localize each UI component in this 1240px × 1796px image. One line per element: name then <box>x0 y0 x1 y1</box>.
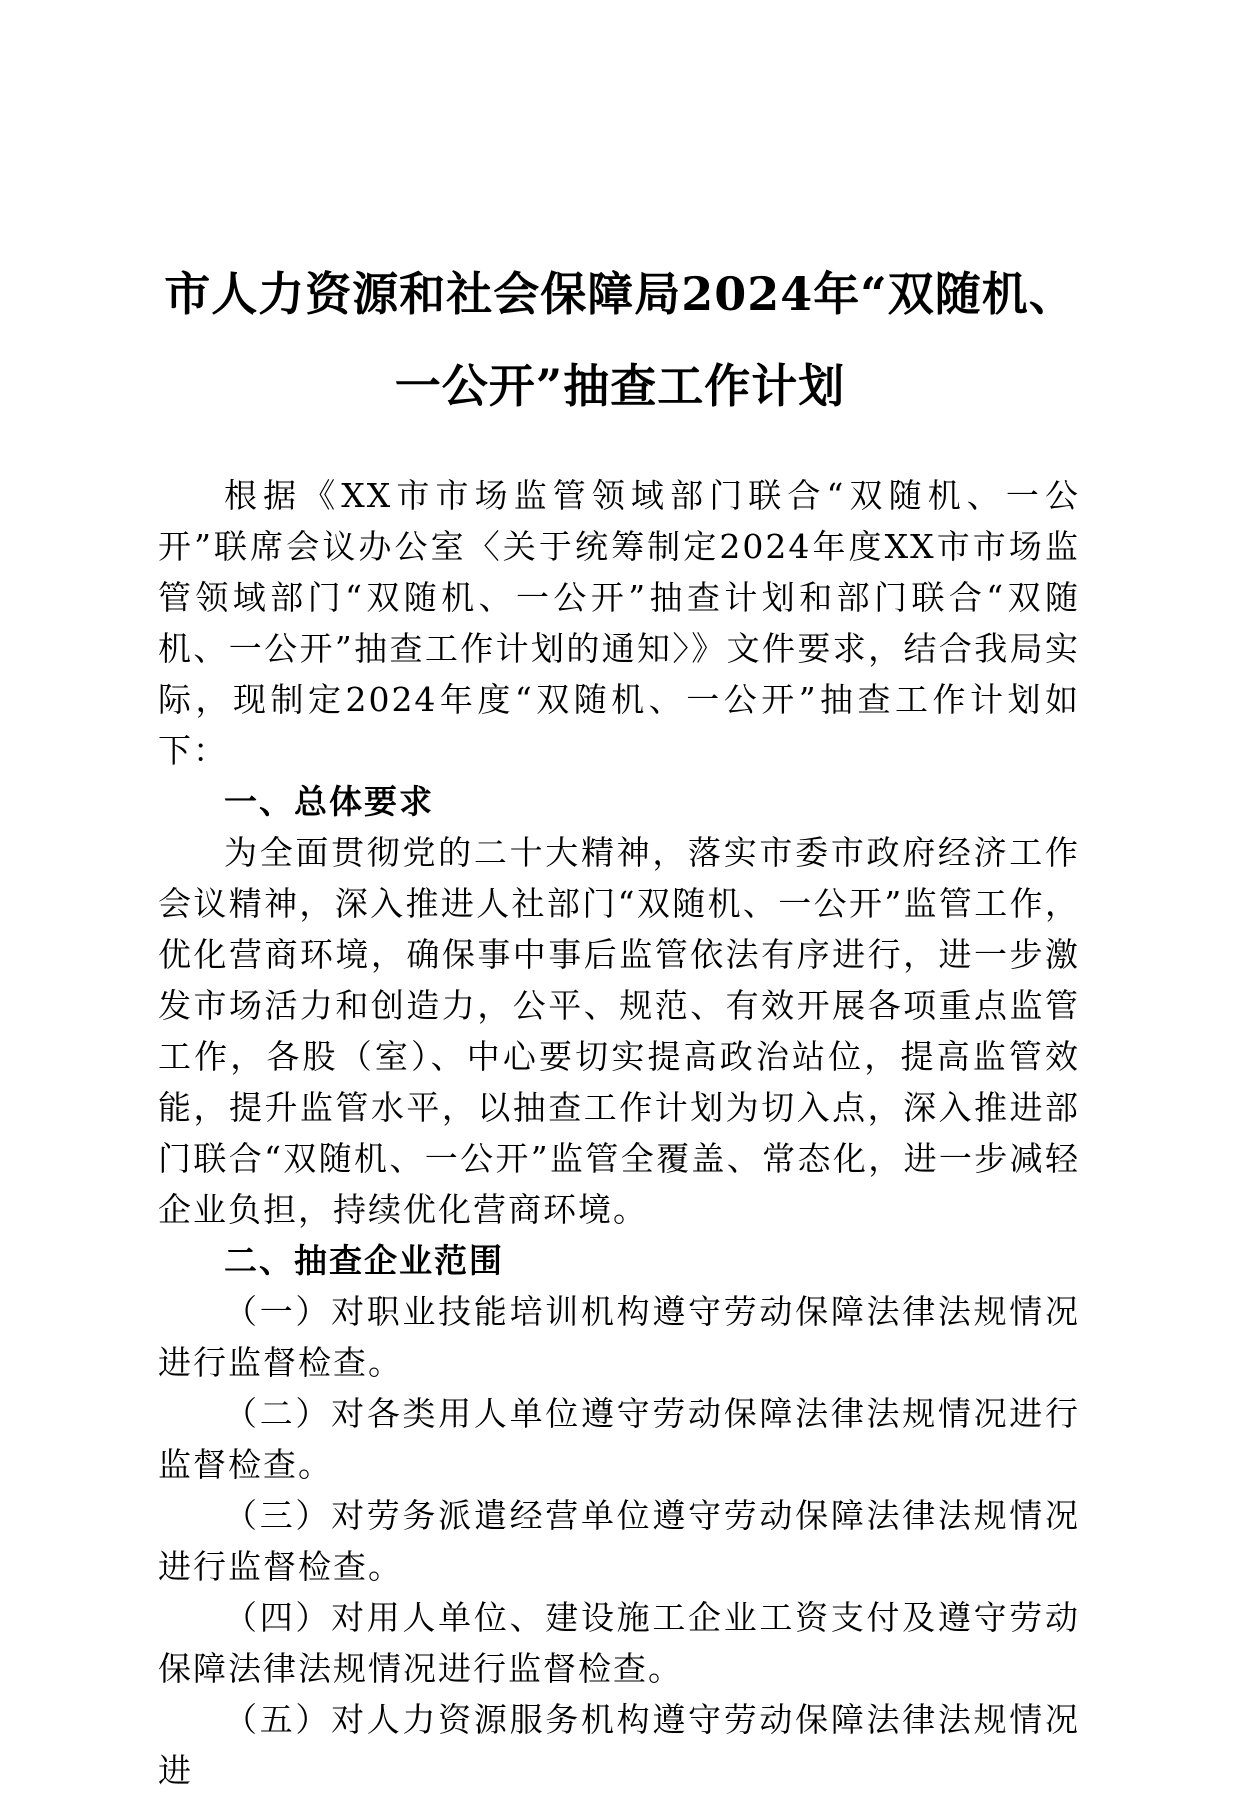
document-body <box>158 470 1080 1796</box>
scope-item: （四）对用人单位、建设施工企业工资支付及遵守劳动保障法律法规情况进行监督检查。 <box>158 1598 1080 1688</box>
section-heading-inspection-scope: 二、抽查企业范围 <box>224 1241 504 1280</box>
scope-item: （一）对职业技能培训机构遵守劳动保障法律法规情况进行监督检查。 <box>158 1292 1080 1382</box>
scope-item: （三）对劳务派遣经营单位遵守劳动保障法律法规情况进行监督检查。 <box>158 1496 1080 1586</box>
section-heading-general-requirements: 一、总体要求 <box>224 782 434 821</box>
general-requirements-paragraph: 为全面贯彻党的二十大精神，落实市委市政府经济工作会议精神，深入推进人社部门“双随机、一公开”监管工作，优化营商环境，确保事中事后监管依法有序进行，进一步激发市场活力和创造力，公平、规范、有效开展各项重点监管工作，各股（室）、中心要切实提高政治站位，提高监管效能，提升监管水平，以抽查工作计划为切入点，深入推进部门联合“双随机、一公开”监管全覆盖、常态化，进一步减轻企业负担，持续优化营商环境。 <box>158 833 1080 1229</box>
document-title-line-2: 一公开”抽查工作计划 <box>394 359 846 413</box>
scope-item: （二）对各类用人单位遵守劳动保障法律法规情况进行监督检查。 <box>158 1394 1080 1484</box>
intro-paragraph: 根据《XX市市场监管领域部门联合“双随机、一公开”联席会议办公室〈关于统筹制定2024年度XX市市场监管领域部门“双随机、一公开”抽查计划和部门联合“双随机、一公开”抽查工作计划的通知〉》文件要求，结合我局实际，现制定2024年度“双随机、一公开”抽查工作计划如下： <box>158 476 1080 770</box>
document-title-line-1: 市人力资源和社会保障局2024年“双随机、 <box>164 267 1076 321</box>
scope-item: （五）对人力资源服务机构遵守劳动保障法律法规情况进 <box>158 1700 1080 1790</box>
